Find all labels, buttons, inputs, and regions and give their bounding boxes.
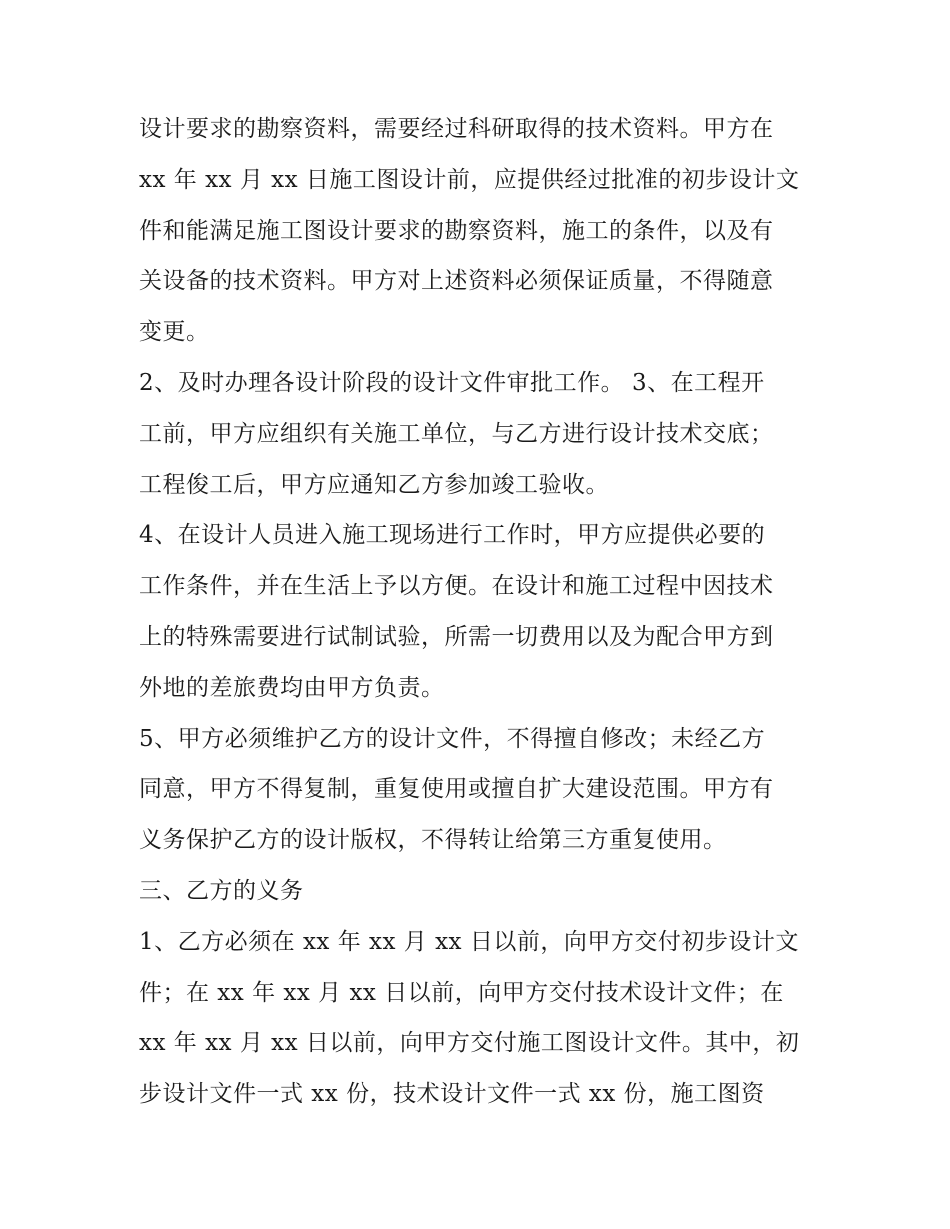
section-heading: 三、乙方的义务: [139, 877, 304, 904]
text-line: 件和能满足施工图设计要求的勘察资料，施工的条件，以及有: [139, 217, 774, 244]
text-line: 2、及时办理各设计阶段的设计文件审批工作。 3、在工程开: [139, 369, 765, 396]
text-line: 外地的差旅费均由甲方负责。: [139, 674, 445, 701]
text-line: 件；在 xx 年 xx 月 xx 日以前，向甲方交付技术设计文件；在: [139, 979, 784, 1006]
text-line: xx 年 xx 月 xx 日以前，向甲方交付施工图设计文件。其中，初: [139, 1030, 800, 1057]
text-line: 1、乙方必须在 xx 年 xx 月 xx 日以前，向甲方交付初步设计文: [139, 928, 799, 955]
text-line: 设计要求的勘察资料，需要经过科研取得的技术资料。甲方在: [139, 116, 774, 142]
text-line: 步设计文件一式 xx 份，技术设计文件一式 xx 份，施工图资: [139, 1081, 765, 1108]
text-line: 工前，甲方应组织有关施工单位，与乙方进行设计技术交底；: [139, 420, 774, 447]
text-line: 工程俊工后，甲方应通知乙方参加竣工验收。: [139, 471, 609, 498]
text-line: xx 年 xx 月 xx 日施工图设计前，应提供经过批准的初步设计文: [139, 166, 800, 193]
text-line: 工作条件，并在生活上予以方便。在设计和施工过程中因技术: [139, 573, 774, 600]
text-line: 关设备的技术资料。甲方对上述资料必须保证质量，不得随意: [139, 268, 774, 295]
text-line: 同意，甲方不得复制，重复使用或擅自扩大建设范围。甲方有: [139, 776, 774, 803]
text-line: 义务保护乙方的设计版权，不得转让给第三方重复使用。: [139, 827, 727, 854]
text-line: 变更。: [139, 319, 210, 346]
contract-body-text: [139, 104, 819, 1120]
text-line: 5、甲方必须维护乙方的设计文件，不得擅自修改；未经乙方: [139, 725, 766, 752]
text-line: 上的特殊需要进行试制试验，所需一切费用以及为配合甲方到: [139, 623, 774, 650]
text-line: 4、在设计人员进入施工现场进行工作时，甲方应提供必要的: [139, 522, 766, 549]
